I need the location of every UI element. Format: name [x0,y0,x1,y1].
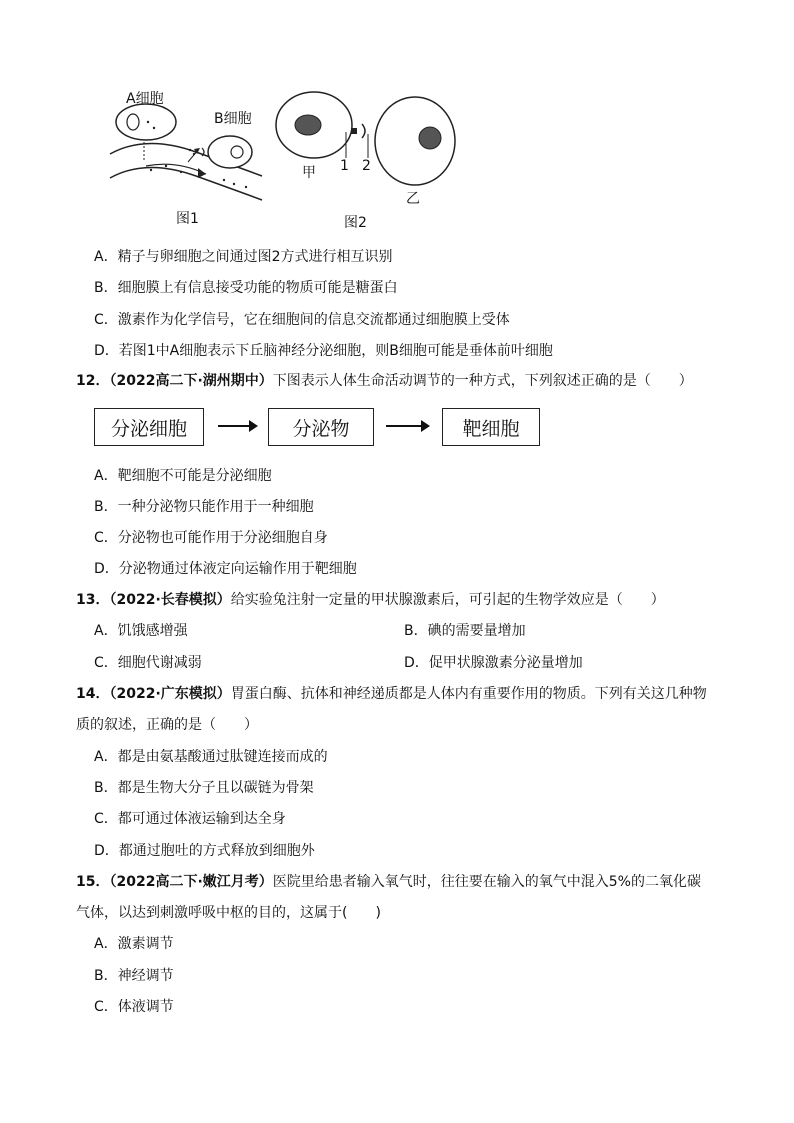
q15-option-b: B．神经调节 [94,968,174,984]
q14-option-a: A．都是由氨基酸通过肽键连接而成的 [94,749,328,765]
q11-option-d: D．若图1中A细胞表示下丘脑神经分泌细胞，则B细胞可能是垂体前叶细胞 [94,343,553,359]
fig2-mark-2: 2 [362,158,371,174]
q14-stem-line-1: 胃蛋白酶、抗体和神经递质都是人体内有重要作用的物质。下列有关这几种物 [230,686,707,702]
q15-source: （2022高二下·嫩江月考） [109,874,273,890]
q14-stem-line-2: 质的叙述，正确的是（ ） [76,717,258,733]
fig2-caption: 图2 [344,215,367,231]
q14-option-b: B．都是生物大分子且以碳链为骨架 [94,780,314,796]
q13-option-c: C．细胞代谢减弱 [94,655,202,671]
flow-arrow-2 [386,425,428,427]
question-12 [76,370,693,392]
q13-stem: 给实验兔注射一定量的甲状腺激素后，可引起的生物学效应是（ ） [230,592,665,608]
q13-option-b: B．碘的需要量增加 [404,623,526,639]
q15-option-c: C．体液调节 [94,999,174,1015]
q15-stem-line-2: 气体，以达到刺激呼吸中枢的目的，这属于( ) [76,905,381,921]
flow-arrow-1 [218,425,256,427]
q13-option-a: A．饥饿感增强 [94,623,188,639]
q12-stem: 下图表示人体生命活动调节的一种方式，下列叙述正确的是（ ） [272,373,693,389]
q13-source: （2022·长春模拟） [109,592,231,608]
fig2-right-cell-label: 乙 [406,191,420,207]
q12-option-b: B．一种分泌物只能作用于一种细胞 [94,499,314,515]
q14-option-d: D．都通过胞吐的方式释放到细胞外 [94,843,315,859]
q11-option-b: B．细胞膜上有信息接受功能的物质可能是糖蛋白 [94,280,398,296]
q11-option-a: A．精子与卵细胞之间通过图2方式进行相互识别 [94,249,393,265]
flow-box-target-cell: 靶细胞 [442,408,540,446]
q13-option-d: D．促甲状腺激素分泌量增加 [404,655,583,671]
q15-stem-line-1: 医院里给患者输入氧气时，往往要在输入的氧气中混入5%的二氧化碳 [272,874,701,890]
q14-option-c: C．都可通过体液运输到达全身 [94,811,286,827]
q12-option-d: D．分泌物通过体液定向运输作用于靶细胞 [94,561,357,577]
fig1-cell-b-label: B细胞 [214,111,252,127]
q14-number: 14． [76,686,110,702]
fig2-left-cell-label: 甲 [302,165,316,181]
q12-number: 12． [76,373,110,389]
q12-option-a: A．靶细胞不可能是分泌细胞 [94,468,272,484]
q11-option-c: C．激素作为化学信号，它在细胞间的信息交流都通过细胞膜上受体 [94,312,510,328]
flow-box-secretory-cell: 分泌细胞 [94,408,204,446]
question-15 [76,871,701,893]
question-13 [76,589,665,611]
q12-source: （2022高二下·湖州期中） [109,373,273,389]
fig1-caption: 图1 [176,211,199,227]
q13-number: 13． [76,592,110,608]
q15-option-a: A．激素调节 [94,936,174,952]
flow-box-secretion: 分泌物 [268,408,374,446]
fig2-mark-1: 1 [340,158,349,174]
q15-number: 15． [76,874,110,890]
q12-option-c: C．分泌物也可能作用于分泌细胞自身 [94,530,328,546]
question-14 [76,683,707,705]
fig1-cell-a-label: A细胞 [126,91,164,107]
q14-source: （2022·广东模拟） [109,686,231,702]
